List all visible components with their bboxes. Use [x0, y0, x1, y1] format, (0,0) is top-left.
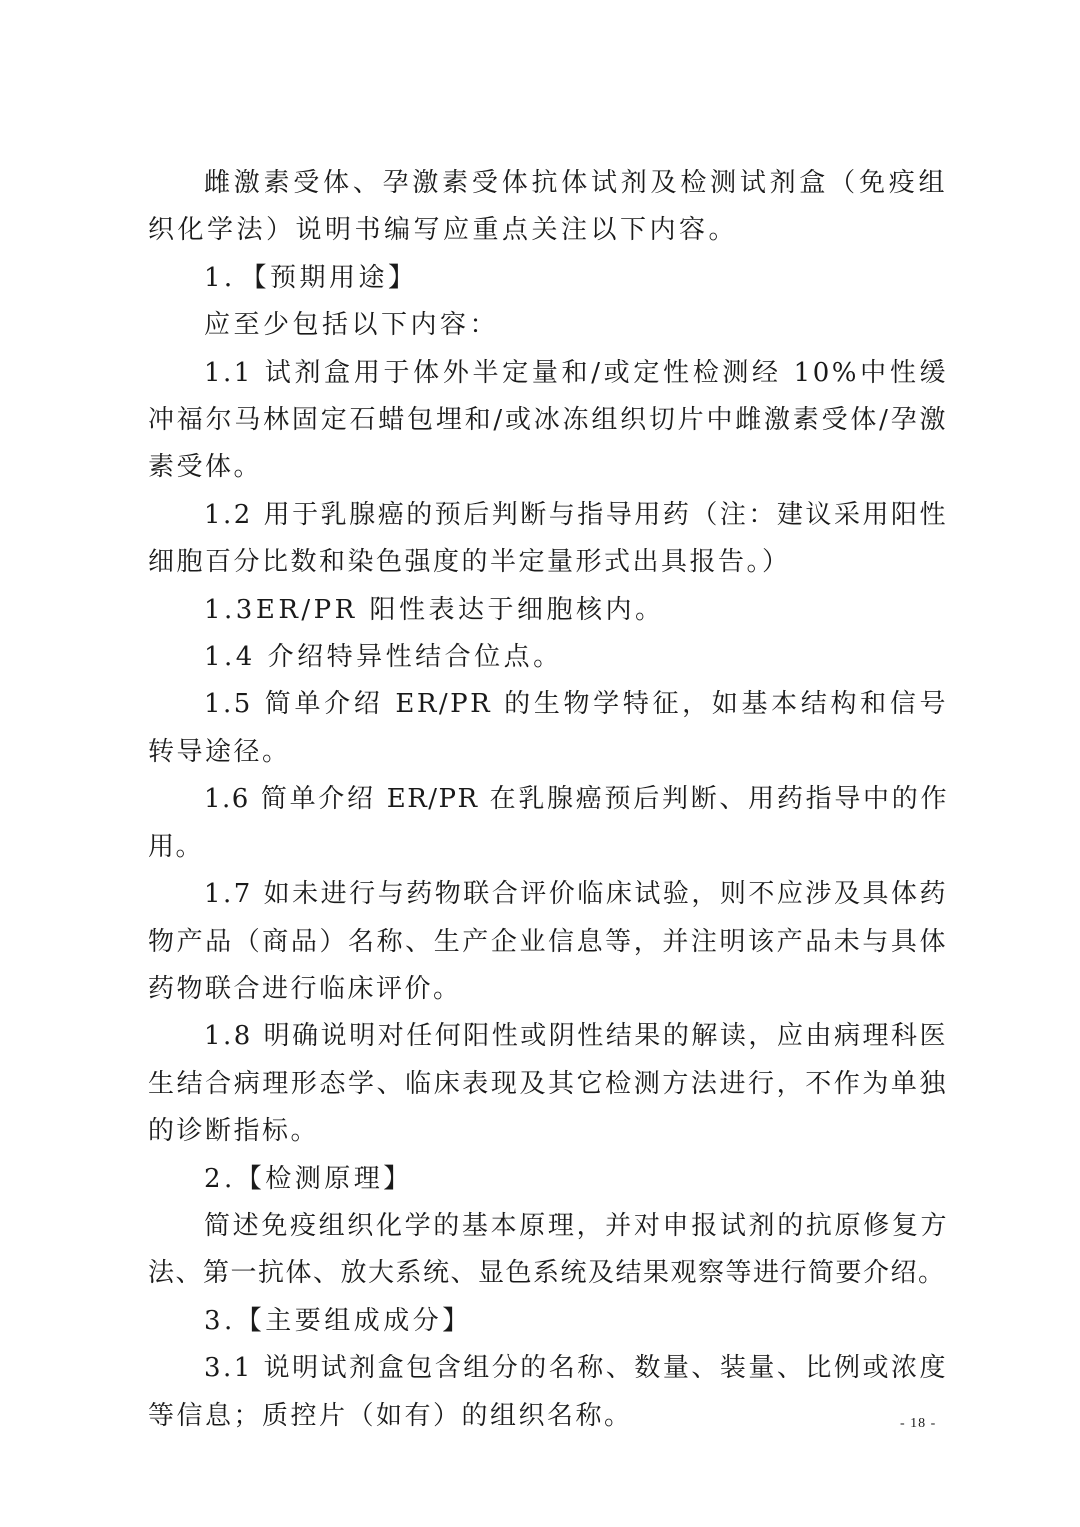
heading-components: 3.【主要组成成分】: [204, 1305, 472, 1336]
paragraph-1-1: 1.1 试剂盒用于体外半定量和/或定性检测经 10%中性缓冲福尔马林固定石蜡包埋和/或冰冻组织切片中雌激素受体/孕激素受体。: [148, 357, 948, 483]
paragraph-at-least: 应至少包括以下内容：: [204, 310, 500, 341]
paragraph-principle: 简述免疫组织化学的基本原理，并对申报试剂的抗原修复方法、第一抗体、放大系统、显色系统及结果观察等进行简要介绍。: [148, 1210, 948, 1289]
paragraph-1-8: 1.8 明确说明对任何阳性或阴性结果的解读，应由病理科医生结合病理形态学、临床表现及其它检测方法进行，不作为单独的诊断指标。: [148, 1021, 948, 1147]
page-number: - 18 -: [900, 1416, 937, 1431]
paragraph-1-2: 1.2 用于乳腺癌的预后判断与指导用药（注：建议采用阳性细胞百分比数和染色强度的半定量形式出具报告。）: [148, 499, 948, 578]
paragraph-3-1: 3.1 说明试剂盒包含组分的名称、数量、装量、比例或浓度等信息；质控片（如有）的组织名称。: [148, 1353, 948, 1431]
body-text: [148, 160, 948, 1440]
paragraph-1-5: 1.5 简单介绍 ER/PR 的生物学特征，如基本结构和信号转导途径。: [148, 689, 948, 767]
paragraph-1-7: 1.7 如未进行与药物联合评价临床试验，则不应涉及具体药物产品（商品）名称、生产企业信息等，并注明该产品未与具体药物联合进行临床评价。: [148, 879, 948, 1004]
paragraph-1-6: 1.6 简单介绍 ER/PR 在乳腺癌预后判断、用药指导中的作用。: [148, 784, 948, 862]
heading-intended-use: 1．【预期用途】: [204, 262, 418, 293]
heading-principle: 2.【检测原理】: [204, 1163, 413, 1194]
paragraph-intro: 雌激素受体、孕激素受体抗体试剂及检测试剂盒（免疫组织化学法）说明书编写应重点关注以下内容。: [148, 168, 948, 246]
paragraph-1-4: 1.4 介绍特异性结合位点。: [204, 642, 563, 673]
paragraph-1-3: 1.3ER/PR 阳性表达于细胞核内。: [204, 594, 665, 625]
